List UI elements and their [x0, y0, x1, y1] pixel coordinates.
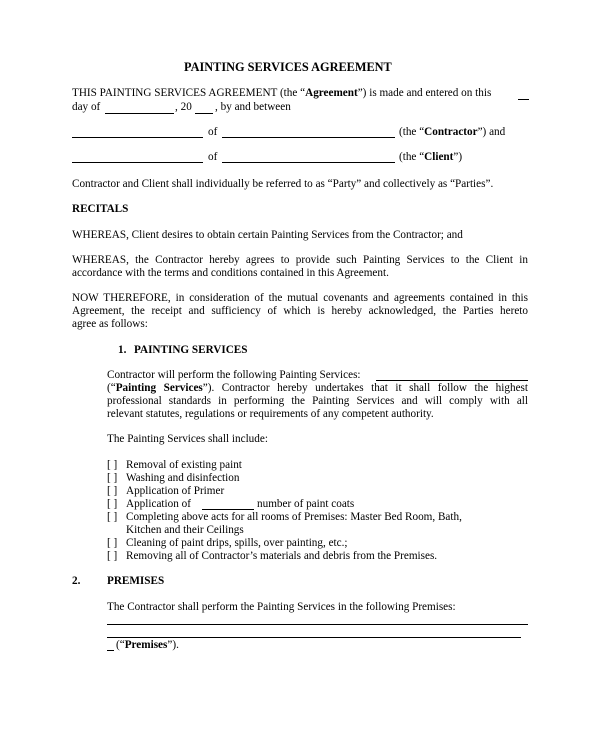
service-item: Cleaning of paint drips, spills, over painting, etc.;: [126, 537, 348, 549]
services-text: ”). Contractor hereby undertakes that it shall follow the highest: [202, 382, 528, 394]
checkbox[interactable]: [ ]: [107, 485, 118, 497]
section-2-heading: PREMISES: [107, 575, 165, 587]
blank-contractor-address[interactable]: [222, 137, 395, 138]
premises-text: (“: [116, 639, 125, 651]
blank-coat-count[interactable]: [202, 509, 254, 510]
blank-premises-line-1[interactable]: [107, 624, 528, 625]
contractor-term: Contractor: [424, 126, 478, 138]
intro-line-1: [72, 87, 491, 100]
checkbox[interactable]: [ ]: [107, 537, 118, 549]
section-1-heading: PAINTING SERVICES: [134, 344, 248, 356]
checkbox[interactable]: [ ]: [107, 459, 118, 471]
blank-date-month[interactable]: [105, 113, 174, 114]
definition-text: ”) and: [477, 126, 506, 138]
service-item-continuation: Kitchen and their Ceilings: [126, 524, 244, 536]
services-text: (“: [107, 382, 116, 394]
contractor-definition: [399, 126, 505, 139]
definition-text: (the “: [399, 126, 425, 138]
service-item: Completing above acts for all rooms of Premises: Master Bed Room, Bath,: [126, 511, 462, 523]
document-title: PAINTING SERVICES AGREEMENT: [184, 60, 392, 74]
blank-premises-line-3[interactable]: [107, 650, 114, 651]
checkbox[interactable]: [ ]: [107, 550, 118, 562]
intro-text: THIS PAINTING SERVICES AGREEMENT (the “: [72, 87, 306, 99]
now-therefore-line-2: Agreement, the receipt and sufficiency of which is hereby acknowledged, the Parties hereto: [72, 305, 528, 317]
services-line-3: professional standards in performing the Painting Services and will comply with all: [107, 395, 528, 407]
whereas-2-line-2: accordance with the terms and conditions contained in this Agreement.: [72, 267, 389, 279]
section-2-number: 2.: [72, 575, 81, 587]
service-item: Removing all of Contractor’s materials and debris from the Premises.: [126, 550, 438, 562]
definition-text: (the “: [399, 151, 425, 163]
agreement-term: Agreement: [305, 87, 358, 99]
blank-contractor-name[interactable]: [72, 137, 203, 138]
painting-services-term: Painting Services: [115, 382, 203, 394]
blank-premises-line-2[interactable]: [107, 637, 521, 638]
whereas-1: WHEREAS, Client desires to obtain certain Painting Services from the Contractor; and: [72, 229, 463, 241]
party-sentence: Contractor and Client shall individually be referred to as “Party” and collectively as “Parties”.: [72, 178, 494, 190]
recitals-heading: RECITALS: [72, 203, 129, 215]
intro-between: , by and between: [215, 101, 291, 113]
contractor-of: of: [208, 126, 218, 138]
service-item: number of paint coats: [257, 498, 355, 510]
section-1-number: 1.: [118, 344, 127, 356]
checkbox[interactable]: [ ]: [107, 511, 118, 523]
whereas-2-line-1: WHEREAS, the Contractor hereby agrees to provide such Painting Services to the Client in: [72, 254, 528, 266]
service-item: Washing and disinfection: [126, 472, 240, 484]
client-definition: [399, 151, 462, 164]
intro-year-prefix: , 20: [175, 101, 192, 113]
service-item: Removal of existing paint: [126, 459, 242, 471]
premises-definition: [116, 639, 179, 652]
premises-text: ”).: [167, 639, 179, 651]
services-line-2: [107, 382, 528, 395]
checkbox[interactable]: [ ]: [107, 498, 118, 510]
blank-client-address[interactable]: [222, 162, 395, 163]
client-term: Client: [424, 151, 454, 163]
service-item: Application of: [126, 498, 191, 510]
premises-term: Premises: [124, 639, 168, 651]
checkbox[interactable]: [ ]: [107, 472, 118, 484]
blank-painting-services[interactable]: [376, 380, 528, 381]
blank-date-year[interactable]: [195, 113, 213, 114]
premises-intro: The Contractor shall perform the Painting Services in the following Premises:: [107, 601, 456, 613]
blank-client-name[interactable]: [72, 162, 203, 163]
blank-date-day[interactable]: [518, 99, 529, 100]
intro-text: ”) is made and entered on this: [357, 87, 492, 99]
definition-text: ”): [453, 151, 463, 163]
services-include-intro: The Painting Services shall include:: [107, 433, 268, 445]
services-line-4: relevant statutes, regulations or requirements of any competent authority.: [107, 408, 434, 420]
client-of: of: [208, 151, 218, 163]
now-therefore-line-3: agree as follows:: [72, 318, 148, 330]
now-therefore-line-1: NOW THEREFORE, in consideration of the mutual covenants and agreements contained in this: [72, 292, 528, 304]
service-item: Application of Primer: [126, 485, 225, 497]
services-line-1: Contractor will perform the following Painting Services:: [107, 369, 361, 381]
intro-line-2-start: day of: [72, 101, 101, 113]
